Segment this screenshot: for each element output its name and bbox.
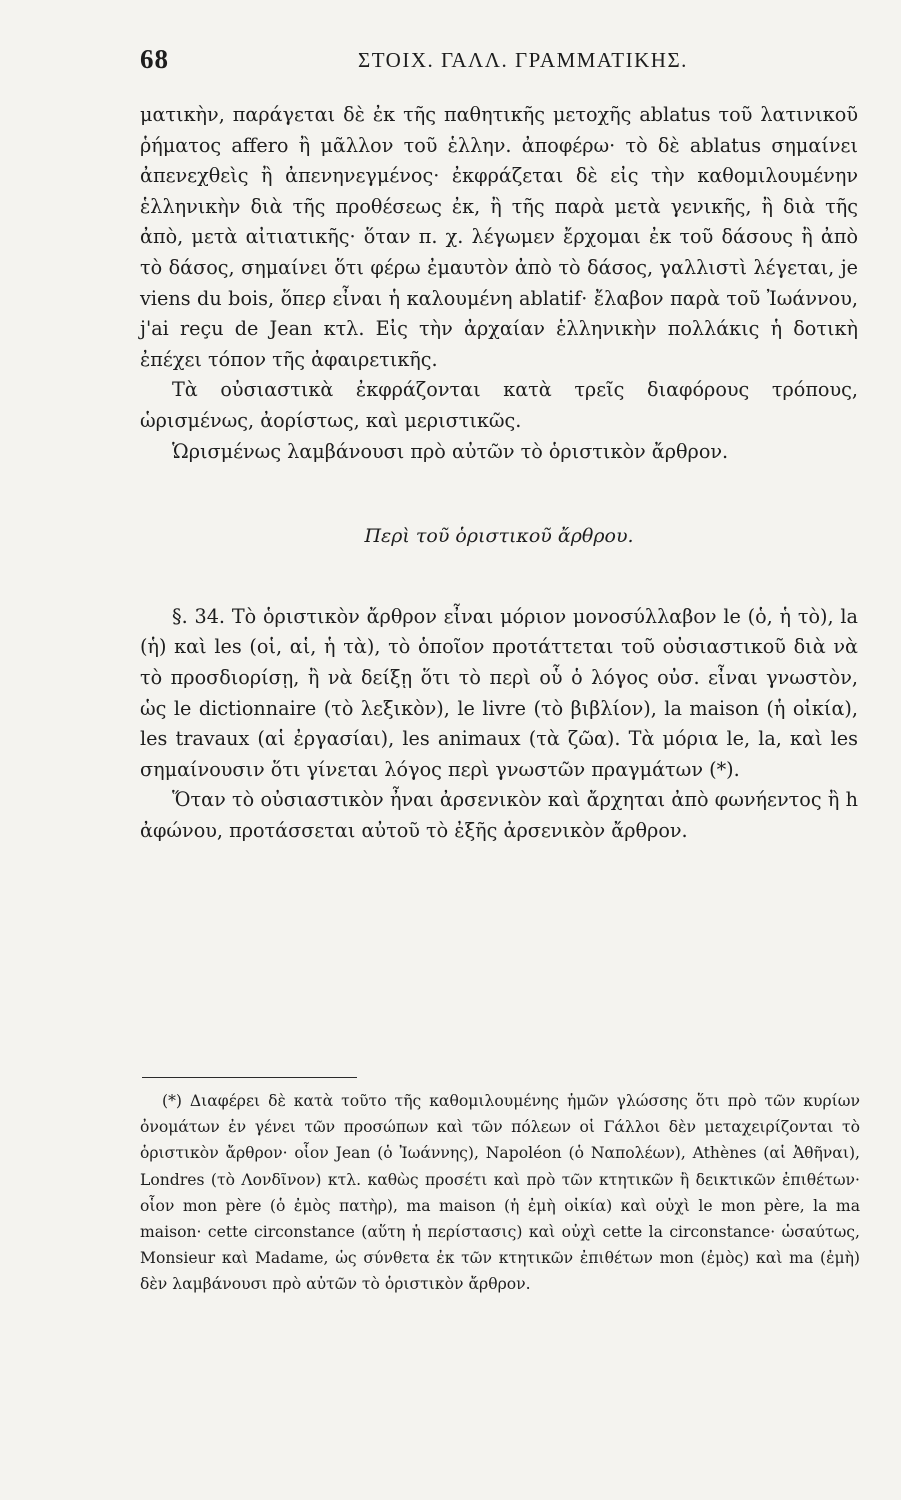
page-header [140, 44, 860, 84]
paragraph-section-34 [140, 602, 858, 786]
paragraph-masculine-article: Ὅταν τὸ οὐσιαστικὸν ἦναι ἀρσενικὸν καὶ ἄρχηται ἀπὸ φωνήεντος ἢ h ἀφώνου, προτάσσεται αὐτοῦ τὸ ἐξῆς ἀρσενικὸν ἄρθρον. [140, 788, 858, 842]
footnote-text: (*) Διαφέρει δὲ κατὰ τοῦτο τῆς καθομιλουμένης ἡμῶν γλώσσης ὅτι πρὸ τῶν κυρίων ὀνομάτων ἐν γένει τῶν προσώπων καὶ τῶν πόλεων οἱ Γάλλοι δὲν μεταχειρίζονται τὸ ὁριστικὸν ἄρθρον· οἷον Jean (ὁ Ἰωάννης), Napoléon (ὁ Ναπολέων), Athènes (αἱ Ἀθῆναι), Londres (τὸ Λονδῖνον) κτλ. καθὼς προσέτι καὶ πρὸ τῶν κτητικῶν ἢ δεικτικῶν ἐπιθέτων· οἷον mon père (ὁ ἐμὸς πατὴρ), ma maison (ἡ ἐμὴ οἰκία) καὶ οὐχὶ le mon père, la ma maison· cette circonstance (αὕτη ἡ περίστασις) καὶ οὐχὶ cette la circonstance· ὡσαύτως, Monsieur καὶ Madame, ὡς σύνθετα ἐκ τῶν κτητικῶν ἐπιθέτων mon (ἐμὸς) καὶ ma (ἐμὴ) δὲν λαμβάνουσι πρὸ αὐτῶν τὸ ὁριστικὸν ἄρθρον. [140, 1092, 860, 1294]
paragraph-continued: ματικὴν, παράγεται δὲ ἐκ τῆς παθητικῆς μετοχῆς ablatus τοῦ λατινικοῦ ῥήματος affero ἢ μᾶλλον τοῦ ἑλλην. ἀποφέρω· τὸ δὲ ablatus σημαίνει ἀπενεχθεὶς ἢ ἀπενηνεγμένος· ἐκφράζεται δὲ εἰς τὴν καθομιλουμένην ἑλληνικὴν διὰ τῆς προθέσεως ἐκ, ἢ τῆς παρὰ μετὰ γενικῆς, ἢ διὰ τῆς ἀπὸ, μετὰ αἰτιατικῆς· ὅταν π. χ. λέγωμεν ἔρχομαι ἐκ τοῦ δάσους ἢ ἀπὸ τὸ δάσος, σημαίνει ὅτι φέρω ἐμαυτὸν ἀπὸ τὸ δάσος, γαλλιστὶ λέγεται, je viens du bois, ὅπερ εἶναι ἡ καλουμένη ablatif· ἔλαβον παρὰ τοῦ Ἰωάννου, j'ai reçu de Jean κτλ. Εἰς τὴν ἀρχαίαν ἑλληνικὴν πολλάκις ἡ δοτικὴ ἐπέχει τόπον τῆς ἀφαιρετικῆς. [140, 103, 858, 371]
footnote-rule [142, 1077, 357, 1078]
footnote [140, 1088, 860, 1298]
section-number: §. 34. [172, 604, 226, 628]
paragraph-noun-modes: Τὰ οὐσιαστικὰ ἐκφράζονται κατὰ τρεῖς διαφόρους τρόπους, ὡρισμένως, ἀορίστως, καὶ μεριστικῶς. [140, 378, 858, 432]
page-number: 68 [140, 44, 169, 74]
running-title: ΣΤΟΙΧ. ΓΑΛΛ. ΓΡΑΜΜΑΤΙΚΗΣ. [358, 48, 688, 72]
section-heading: Περὶ τοῦ ὁριστικοῦ ἄρθρου. [364, 525, 634, 548]
paragraph-section-34-text: Τὸ ὁριστικὸν ἄρθρον εἶναι μόριον μονοσύλλαβον le (ὁ, ἡ τὸ), la (ἡ) καὶ les (οἱ, αἱ, ἡ τὰ), τὸ ὁποῖον προτάττεται τοῦ οὐσιαστικοῦ διὰ νὰ τὸ προσδιορίσῃ, ἢ νὰ δείξῃ ὅτι τὸ περὶ οὗ ὁ λόγος οὐσ. εἶναι γνωστὸν, ὡς le dictionnaire (τὸ λεξικὸν), le livre (τὸ βιβλίον), la maison (ἡ οἰκία), les travaux (αἱ ἐργασίαι), les animaux (τὰ ζῶα). Τὰ μόρια le, la, καὶ les σημαίνουσιν ὅτι γίνεται λόγος περὶ γνωστῶν πραγμάτων (*). [140, 604, 858, 781]
paragraph-definite: Ὡρισμένως λαμβάνουσι πρὸ αὐτῶν τὸ ὁριστικὸν ἄρθρον. [172, 439, 729, 463]
main-text [140, 100, 858, 846]
